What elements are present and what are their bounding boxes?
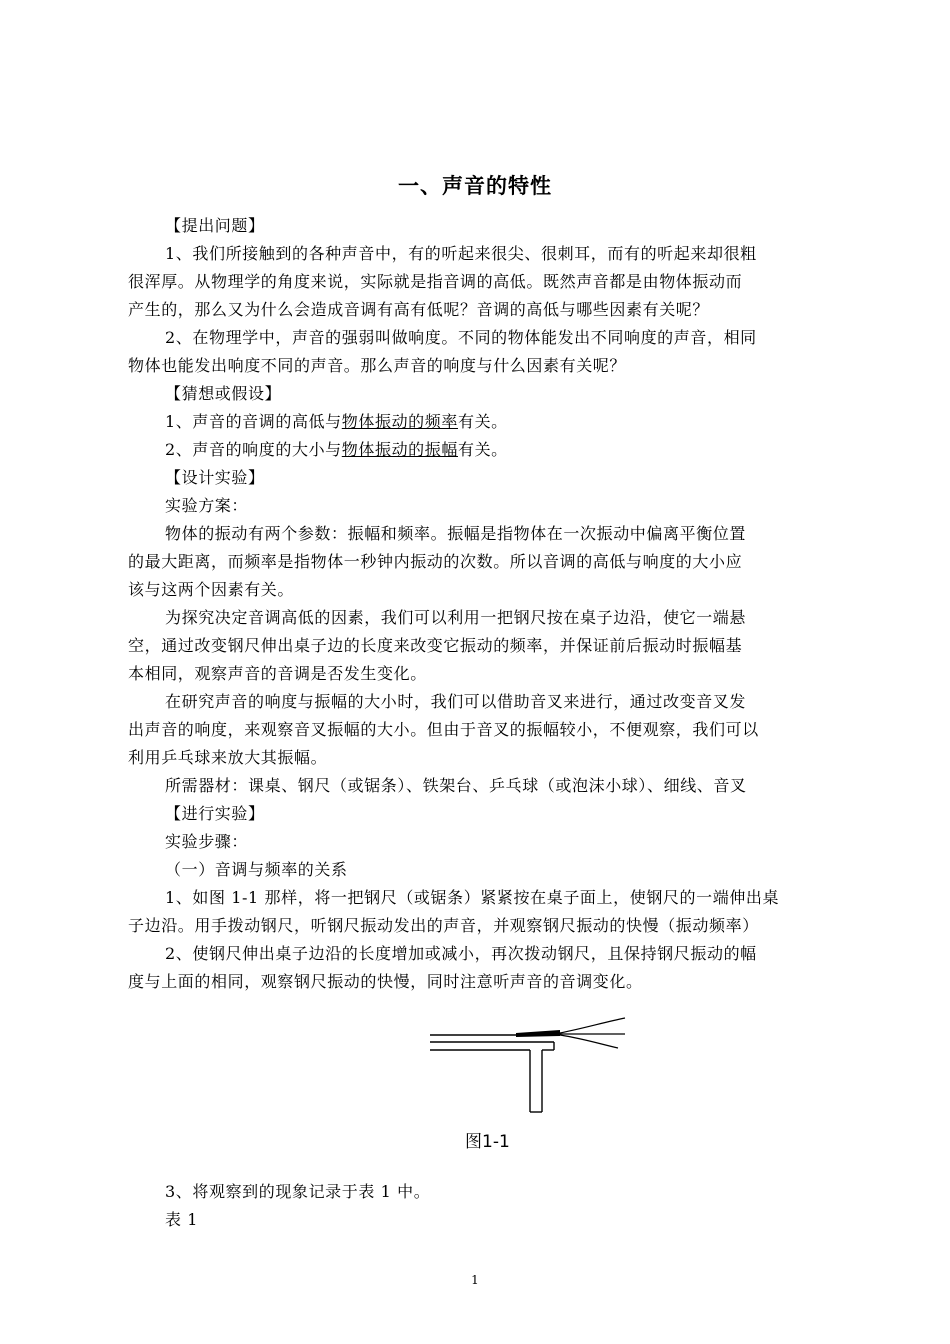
hand-press — [516, 1030, 560, 1037]
page-number: 1 — [471, 1273, 479, 1287]
text-line: 实验步骤： — [165, 832, 249, 851]
figure-caption: 图1-1 — [465, 1132, 510, 1152]
text-line: 3、将观察到的现象记录于表 1 中。 — [165, 1182, 431, 1201]
text-span: 有关。 — [457, 440, 508, 459]
section-heading: 【进行实验】 — [165, 804, 265, 823]
text-line: 产生的，那么又为什么会造成音调有高有低呢？音调的高低与哪些因素有关呢？ — [128, 300, 710, 319]
ruler-on-table-diagram — [420, 1010, 640, 1120]
text-line: 实验方案： — [165, 496, 249, 515]
text-line: 2、在物理学中，声音的强弱叫做响度。不同的物体能发出不同响度的声音，相同 — [165, 328, 757, 347]
text-line: 利用乒乓球来放大其振幅。 — [128, 748, 328, 767]
underlined-answer: 物体振动的振幅 — [341, 440, 458, 459]
text-line: 为探究决定音调高低的因素，我们可以利用一把钢尺按在桌子边沿，使它一端悬 — [165, 608, 747, 627]
text-line: 物体也能发出响度不同的声音。那么声音的响度与什么因素有关呢？ — [128, 356, 627, 375]
hypothesis-1 — [165, 410, 828, 434]
text-line: 度与上面的相同，观察钢尺振动的快慢，同时注意听声音的音调变化。 — [128, 972, 643, 991]
ruler-vibration — [560, 1018, 625, 1033]
text-span: 1、声音的音调的高低与 — [165, 412, 342, 431]
text-line: 出声音的响度，来观察音叉振幅的大小。但由于音叉的振幅较小，不便观察，我们可以 — [128, 720, 759, 739]
text-line: 2、使钢尺伸出桌子边沿的长度增加或减小，再次拨动钢尺，且保持钢尺振动的幅 — [165, 944, 757, 963]
text-line: 很浑厚。从物理学的角度来说，实际就是指音调的高低。既然声音都是由物体振动而 — [128, 272, 743, 291]
text-line: 1、如图 1-1 那样，将一把钢尺（或锯条）紧紧按在桌子面上，使钢尺的一端伸出桌 — [165, 888, 780, 907]
text-span: 2、声音的响度的大小与 — [165, 440, 342, 459]
text-line: 的最大距离，而频率是指物体一秒钟内振动的次数。所以音调的高低与响度的大小应 — [128, 552, 743, 571]
section-heading: 【设计实验】 — [165, 468, 265, 487]
section-heading: 【猜想或假设】 — [165, 384, 282, 403]
text-line: 物体的振动有两个参数：振幅和频率。振幅是指物体在一次振动中偏离平衡位置 — [165, 524, 747, 543]
text-line: （一）音调与频率的关系 — [165, 860, 348, 879]
text-line: 本相同，观察声音的音调是否发生变化。 — [128, 664, 427, 683]
section-heading: 【提出问题】 — [165, 216, 265, 235]
text-line: 子边沿。用手拨动钢尺，听钢尺振动发出的声音，并观察钢尺振动的快慢（振动频率） — [128, 916, 759, 935]
hypothesis-2 — [165, 438, 828, 462]
ruler-vibration — [560, 1035, 618, 1048]
text-line: 所需器材：课桌、钢尺（或锯条）、铁架台、乒乓球（或泡沫小球）、细线、音叉 — [165, 776, 747, 795]
text-span: 有关。 — [457, 412, 508, 431]
text-line: 空，通过改变钢尺伸出桌子边的长度来改变它振动的频率，并保证前后振动时振幅基 — [128, 636, 743, 655]
text-line: 该与这两个因素有关。 — [128, 580, 295, 599]
text-line: 1、我们所接触到的各种声音中，有的听起来很尖、很刺耳，而有的听起来却很粗 — [165, 244, 757, 263]
page-title: 一、声音的特性 — [398, 173, 552, 198]
text-line: 在研究声音的响度与振幅的大小时，我们可以借助音叉来进行，通过改变音叉发 — [165, 692, 747, 711]
underlined-answer: 物体振动的频率 — [341, 412, 458, 431]
table-label: 表 1 — [165, 1210, 199, 1229]
